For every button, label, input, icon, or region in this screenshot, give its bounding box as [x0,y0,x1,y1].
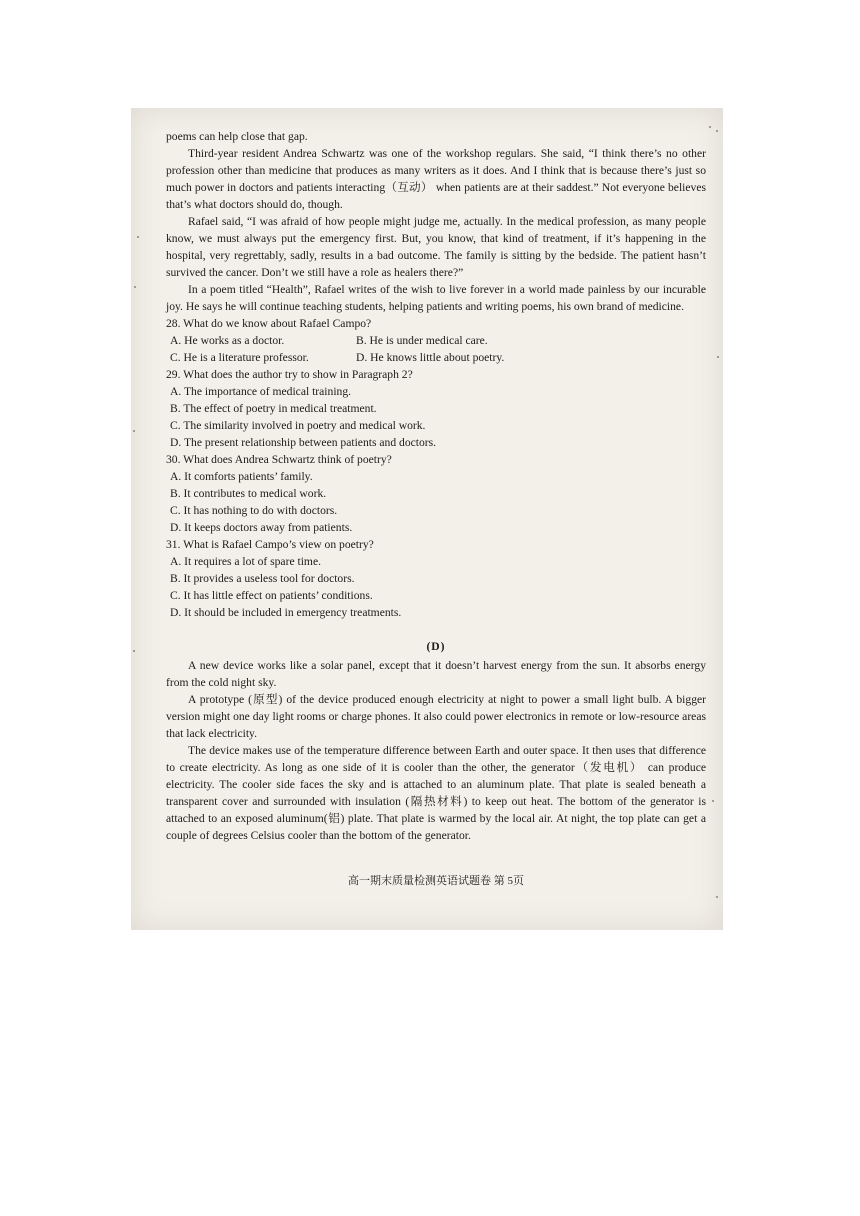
scan-speck [716,130,718,132]
passage-c-paragraph-2: Third-year resident Andrea Schwartz was one of the workshop regulars. She said, “I think there’s no other profession other than medicine that produces as many writers as it does. And I think that is because there’s just so much power in doctors and patients interacting（互动） when patients are at their saddest.” Not everyone believes that’s what doctors should do, though. [166,147,706,211]
question-29-option-d: D. The present relationship between patients and doctors. [170,436,437,449]
question-30-option-c: C. It has nothing to do with doctors. [170,504,338,517]
passage-d-paragraph-2: A prototype (原型) of the device produced enough electricity at night to power a small light bulb. A bigger version might one day light rooms or charge phones. It also could power electronics in remote or low-resource areas that lack electricity. [166,693,706,740]
passage-d-paragraph-3: The device makes use of the temperature difference between Earth and outer space. It then uses that difference to create electricity. As long as one side of it is cooler than the other, the generator（发电机） can produce electricity. The cooler side faces the sky and is attached to an aluminum plate. That plate is sealed beneath a transparent cover and surrounded with insulation (隔热材料) to keep out heat. The bottom of the generator is attached to an exposed aluminum(铝) plate. That plate is warmed by the local air. At night, the top plate can get a couple of degrees Celsius cooler than the bottom of the generator. [166,744,706,842]
passage-d-paragraph-1: A new device works like a solar panel, except that it doesn’t harvest energy from the sun. It absorbs energy from the cold night sky. [166,659,706,689]
question-31-option-d: D. It should be included in emergency treatments. [170,606,402,619]
scan-speck [134,286,136,288]
question-31-option-b: B. It provides a useless tool for doctors. [170,572,355,585]
passage-c-paragraph-4: In a poem titled “Health”, Rafael writes of the wish to live forever in a world made painless by our incurable joy. He says he will continue teaching students, helping patients and writing poems, his own brand of medicine. [166,283,706,313]
question-31-stem: 31. What is Rafael Campo’s view on poetry? [166,538,374,551]
passage-d [166,638,706,844]
question-30-option-d: D. It keeps doctors away from patients. [170,521,353,534]
question-31-option-c: C. It has little effect on patients’ conditions. [170,589,373,602]
question-30 [166,451,706,536]
question-29-option-a: A. The importance of medical training. [170,385,352,398]
question-30-option-a: A. It comforts patients’ family. [170,470,313,483]
scan-speck [717,356,719,358]
scan-speck [709,126,711,128]
question-29-option-c: C. The similarity involved in poetry and medical work. [170,419,426,432]
question-31 [166,536,706,621]
question-29 [166,366,706,451]
question-28-option-a: A. He works as a doctor. [170,334,285,347]
question-29-stem: 29. What does the author try to show in Paragraph 2? [166,368,413,381]
scan-speck [137,236,139,238]
question-29-option-b: B. The effect of poetry in medical treatment. [170,402,377,415]
scan-speck [133,430,135,432]
question-28 [166,315,706,366]
question-28-option-d: D. He knows little about poetry. [356,351,505,364]
passage-c-paragraph-3: Rafael said, “I was afraid of how people might judge me, actually. In the medical profession, as many people know, we must always put the emergency first. But, you know, that kind of treatment, if it’s happening in the hospital, very regrettably, sadly, results in a bad outcome. The family is sitting by the bedside. The patient hasn’t survived the cancer. Don’t we still have a role as healers there?” [166,215,706,279]
question-28-options-row-2 [166,349,706,366]
question-28-options-row-1 [166,332,706,349]
question-30-stem: 30. What does Andrea Schwartz think of poetry? [166,453,392,466]
passage-c [166,128,706,315]
question-28-stem: 28. What do we know about Rafael Campo? [166,317,372,330]
scan-speck [716,896,718,898]
scan-speck [133,650,135,652]
page-footer: 高一期末质量检测英语试题卷 第 5页 [348,875,524,887]
scan-speck [712,800,714,802]
question-28-option-c: C. He is a literature professor. [170,351,309,364]
question-28-option-b: B. He is under medical care. [356,334,488,347]
passage-c-paragraph-1: poems can help close that gap. [166,130,308,143]
passage-d-title: (D) [426,640,446,653]
question-30-option-b: B. It contributes to medical work. [170,487,327,500]
question-31-option-a: A. It requires a lot of spare time. [170,555,321,568]
exam-content [166,128,706,844]
